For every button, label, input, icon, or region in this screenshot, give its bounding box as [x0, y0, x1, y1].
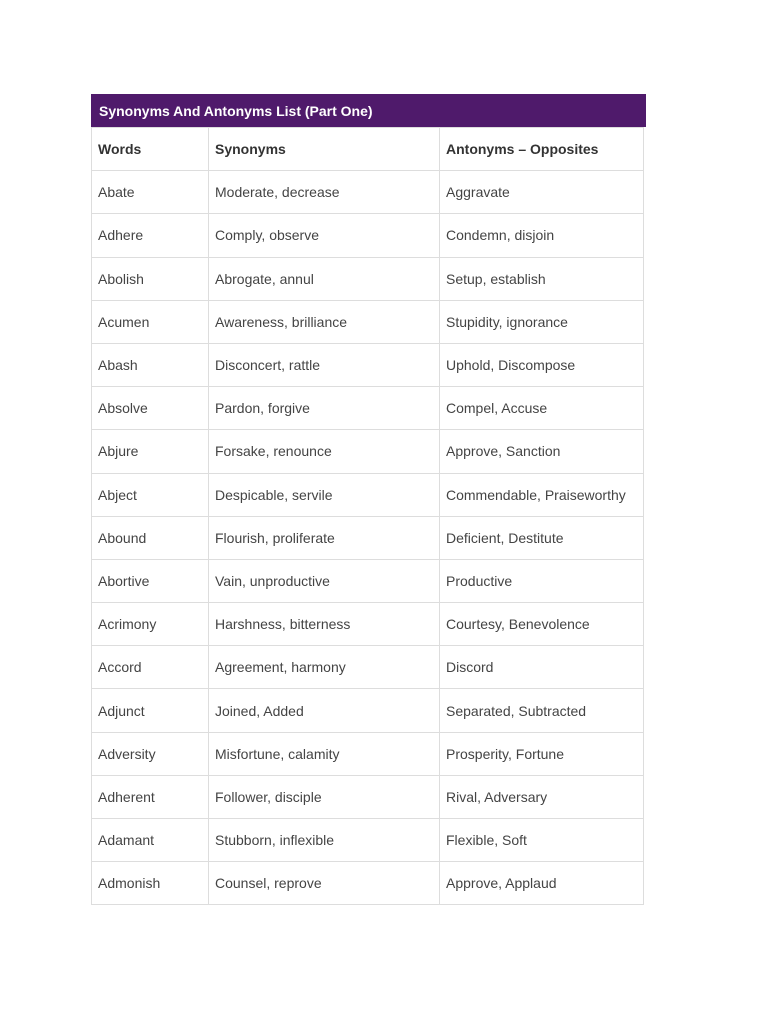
synonym-cell: Harshness, bitterness: [209, 603, 440, 646]
antonym-cell: Setup, establish: [440, 257, 644, 300]
antonym-cell: Flexible, Soft: [440, 819, 644, 862]
synonym-cell: Disconcert, rattle: [209, 343, 440, 386]
word-cell: Admonish: [92, 862, 209, 905]
table-row: [92, 559, 644, 602]
synonym-cell: Misfortune, calamity: [209, 732, 440, 775]
table-row: [92, 257, 644, 300]
header-words: Words: [92, 128, 209, 171]
table-row: [92, 862, 644, 905]
word-cell: Adjunct: [92, 689, 209, 732]
antonym-cell: Approve, Sanction: [440, 430, 644, 473]
word-cell: Abject: [92, 473, 209, 516]
word-cell: Abound: [92, 516, 209, 559]
table-row: [92, 819, 644, 862]
word-cell: Abjure: [92, 430, 209, 473]
synonym-cell: Forsake, renounce: [209, 430, 440, 473]
synonym-cell: Follower, disciple: [209, 775, 440, 818]
header-synonyms: Synonyms: [209, 128, 440, 171]
table-row: [92, 214, 644, 257]
synonym-cell: Vain, unproductive: [209, 559, 440, 602]
synonym-cell: Moderate, decrease: [209, 171, 440, 214]
antonym-cell: Rival, Adversary: [440, 775, 644, 818]
word-cell: Absolve: [92, 387, 209, 430]
table-title: Synonyms And Antonyms List (Part One): [91, 94, 646, 127]
table-row: [92, 689, 644, 732]
synonym-cell: Abrogate, annul: [209, 257, 440, 300]
word-cell: Abortive: [92, 559, 209, 602]
antonym-cell: Uphold, Discompose: [440, 343, 644, 386]
table-row: [92, 516, 644, 559]
synonym-cell: Awareness, brilliance: [209, 300, 440, 343]
word-cell: Adhere: [92, 214, 209, 257]
antonym-cell: Condemn, disjoin: [440, 214, 644, 257]
word-cell: Acrimony: [92, 603, 209, 646]
antonym-cell: Compel, Accuse: [440, 387, 644, 430]
table-row: [92, 646, 644, 689]
word-cell: Adversity: [92, 732, 209, 775]
antonym-cell: Aggravate: [440, 171, 644, 214]
antonym-cell: Deficient, Destitute: [440, 516, 644, 559]
synonym-cell: Pardon, forgive: [209, 387, 440, 430]
antonym-cell: Stupidity, ignorance: [440, 300, 644, 343]
table-row: [92, 775, 644, 818]
word-cell: Abolish: [92, 257, 209, 300]
table-row: [92, 732, 644, 775]
table-row: [92, 171, 644, 214]
word-cell: Adamant: [92, 819, 209, 862]
synonym-cell: Agreement, harmony: [209, 646, 440, 689]
table-row: [92, 473, 644, 516]
table-row: [92, 343, 644, 386]
synonym-cell: Flourish, proliferate: [209, 516, 440, 559]
synonym-cell: Stubborn, inflexible: [209, 819, 440, 862]
table-row: [92, 387, 644, 430]
word-cell: Adherent: [92, 775, 209, 818]
word-cell: Accord: [92, 646, 209, 689]
word-cell: Acumen: [92, 300, 209, 343]
synonym-cell: Despicable, servile: [209, 473, 440, 516]
header-row: [92, 128, 644, 171]
antonym-cell: Separated, Subtracted: [440, 689, 644, 732]
antonym-cell: Commendable, Praiseworthy: [440, 473, 644, 516]
table-row: [92, 603, 644, 646]
antonym-cell: Productive: [440, 559, 644, 602]
synonym-cell: Comply, observe: [209, 214, 440, 257]
synonym-cell: Joined, Added: [209, 689, 440, 732]
table-row: [92, 430, 644, 473]
antonym-cell: Discord: [440, 646, 644, 689]
antonym-cell: Prosperity, Fortune: [440, 732, 644, 775]
table-row: [92, 300, 644, 343]
header-antonyms: Antonyms – Opposites: [440, 128, 644, 171]
synonyms-table-container: [91, 94, 646, 905]
word-cell: Abate: [92, 171, 209, 214]
synonyms-antonyms-table: [91, 127, 644, 905]
word-cell: Abash: [92, 343, 209, 386]
antonym-cell: Approve, Applaud: [440, 862, 644, 905]
synonym-cell: Counsel, reprove: [209, 862, 440, 905]
antonym-cell: Courtesy, Benevolence: [440, 603, 644, 646]
